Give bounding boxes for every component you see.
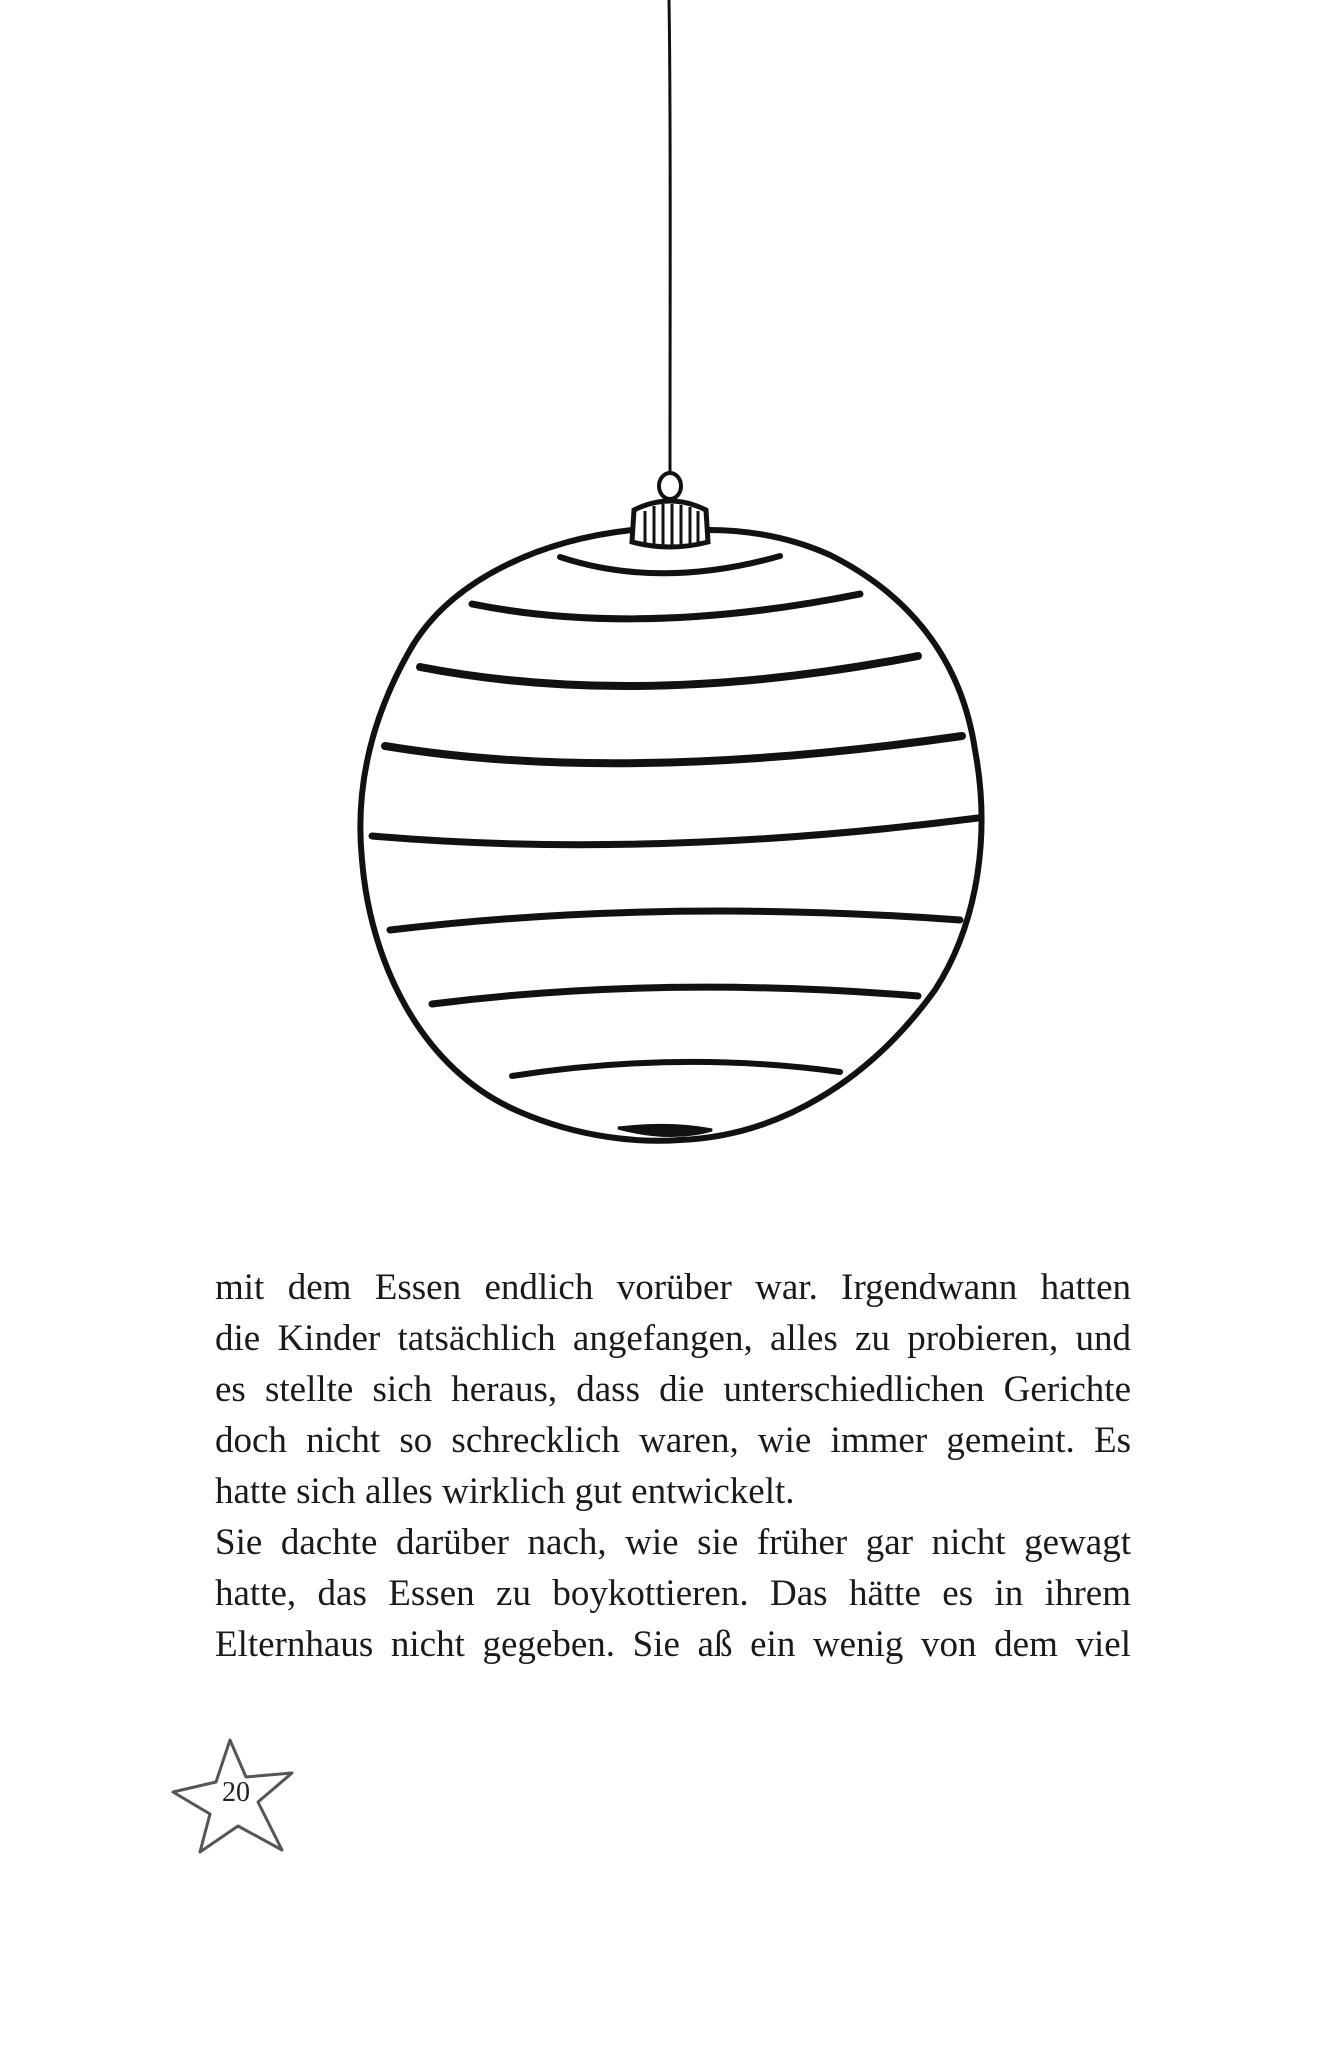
text-line: die Kinder tatsächlich angefangen, alles zu probieren, und bbox=[215, 1318, 1131, 1359]
body-text bbox=[215, 1262, 1131, 1670]
page-number-badge bbox=[168, 1730, 298, 1860]
bauble-stripes bbox=[372, 556, 978, 1076]
text-line: mit dem Essen endlich vorüber war. Irgendwann hatten bbox=[215, 1267, 1131, 1308]
paragraph bbox=[215, 1262, 1131, 1517]
paragraph bbox=[215, 1517, 1131, 1670]
bauble-cap-ridges bbox=[645, 504, 698, 547]
text-line: hatte, das Essen zu boykottieren. Das hätte es in ihrem bbox=[215, 1573, 1131, 1614]
bauble-bottom-tip bbox=[618, 1125, 712, 1135]
bauble-string bbox=[669, 0, 670, 474]
bauble-outline bbox=[360, 530, 981, 1141]
page-number: 20 bbox=[222, 1777, 250, 1808]
text-line: es stellte sich heraus, dass die unterschiedlichen Gerichte bbox=[215, 1369, 1131, 1410]
text-line: Sie dachte darüber nach, wie sie früher gar nicht gewagt bbox=[215, 1522, 1131, 1563]
text-line: doch nicht so schrecklich waren, wie immer gemeint. Es bbox=[215, 1420, 1131, 1461]
text-line: hatte sich alles wirklich gut entwickelt. bbox=[215, 1471, 795, 1512]
bauble-hook-loop bbox=[659, 473, 681, 499]
text-line: Elternhaus nicht gegeben. Sie aß ein wenig von dem viel bbox=[215, 1624, 1131, 1665]
